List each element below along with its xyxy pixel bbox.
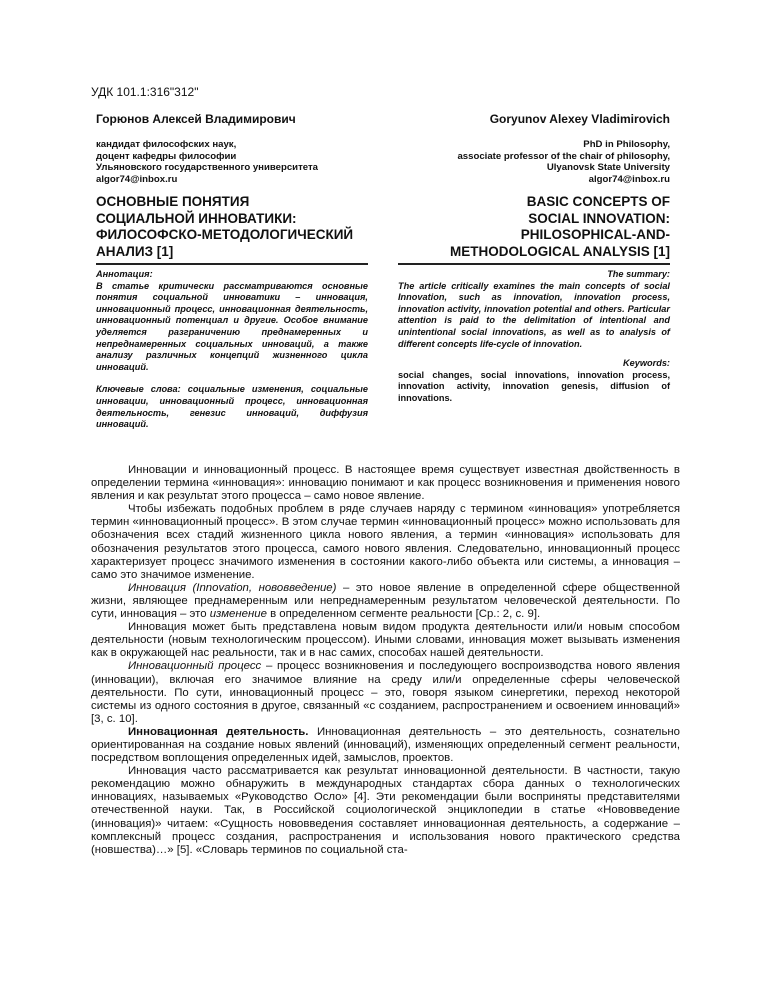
divider-en [398, 263, 670, 265]
affiliation-line: кандидат философских наук, [96, 139, 237, 150]
emphasis: изменение [209, 608, 267, 621]
title-line: СОЦИАЛЬНОЙ ИННОВАТИКИ: [96, 210, 297, 226]
author-email: algor74@inbox.ru [96, 173, 178, 185]
article-title-ru [96, 194, 368, 260]
abstract-ru [96, 269, 368, 431]
keywords-text: social changes, social innovations, innovation process, innovation activity, innovation genesis, diffusion of innovations. [398, 369, 670, 403]
abstract-en [398, 269, 670, 405]
abstract-label: Аннотация: [96, 269, 153, 279]
divider-ru [96, 263, 368, 265]
title-line: BASIC CONCEPTS OF [526, 194, 670, 209]
term-definition: Инновационный процесс [128, 660, 262, 673]
title-line: АНАЛИЗ [1] [96, 243, 174, 259]
affiliation-ru [96, 139, 368, 185]
title-line: PHILOSOPHICAL-AND- [520, 227, 670, 242]
title-line: ОСНОВНЫЕ ПОНЯТИЯ [96, 194, 250, 209]
affiliation-line: Ulyanovsk State University [546, 162, 670, 174]
abstract-label: The summary: [607, 269, 670, 279]
article-body [91, 464, 680, 857]
author-name-ru: Горюнов Алексей Владимирович [96, 112, 296, 126]
title-line: SOCIAL INNOVATION: [528, 210, 670, 226]
paragraph: Чтобы избежать подобных проблем в ряде случаев наряду с термином «инновация» употребляется термин «инновационный процесс». В этом случае термин «инновационный процесс» можно использовать для обозначения всех стадий жизненного цикла нового явления, а термин «инновация» использовать для обозначения результатов этого процесса, самого нового явления. Следовательно, инновационный процесс характеризует процесс значимого изменения в состоянии какого-либо объекта или системы, а инновация – само это значимое изменение. [91, 503, 680, 581]
affiliation-line: доцент кафедры философии [96, 150, 237, 162]
paragraph: Инновация часто рассматривается как результат инновационной деятельности. В частности, такую рекомендацию можно обнаружить в международных стандартах сбора данных о технологических инновациях, называемых «Руководство Осло» [4]. Эти рекомендации были восприняты представителями отечественной науки. Так, в Российской социологической энциклопедии в статье «Нововведение (инновация)» читаем: «Сущность нововведения составляет инновационная деятельность, а содержание – комплексный процесс создания, распространения и использования нового практического средства (новшества)…» [5]. «Словарь терминов по социальной ста- [91, 765, 680, 856]
author-email: algor74@inbox.ru [588, 173, 670, 185]
affiliation-line: Ульяновского государственного университета [96, 162, 319, 174]
title-line: METHODOLOGICAL ANALYSIS [1] [449, 243, 670, 259]
keywords-label: Ключевые слова: [96, 384, 181, 395]
affiliation-line: PhD in Philosophy, [583, 139, 670, 150]
author-name-en: Goryunov Alexey Vladimirovich [489, 112, 670, 126]
paragraph-text: Инновационная деятельность – это деятельность, сознательно ориентированная на создание новых явлений (инноваций), изменяющих определенный сегмент реальности, посредством воплощения определенных идей, замыслов, проектов. [91, 725, 681, 765]
paragraph [91, 726, 680, 765]
paragraph-text: в определенном сегменте реальности [Ср.: 2, с. 9]. [266, 608, 541, 621]
paragraph-text: – процесс возникновения и последующего воспроизводства нового явления (инновации), включая его значимое влияние на среду или/и определенные сферы человеческой деятельности. По сути, инновационный процесс – это, говоря языком синергетики, переход некоторой системы из одного состояния в другое, связанный «с созданием, распространением и освоением инноваций» [3, с. 10]. [91, 660, 680, 725]
paragraph: Инновации и инновационный процесс. В настоящее время существует известная двойственность в определении термина «инновация»: инновацию понимают и как процесс возникновения и применения нового явления и как результат этого процесса – само новое явление. [91, 464, 680, 503]
term-definition: Инновация (Innovation, нововведение) [128, 581, 337, 594]
paragraph [91, 582, 680, 621]
abstract-text: The article critically examines the main concepts of social Innovation, such as innovation, innovation process, innovation activity, innovation potential and others. Particular attention is paid to the delimitation of intentional and unintentional social innovations, as well as to analysis of different concepts life-cycle of innovation. [398, 280, 670, 349]
abstract-text: В статье критически рассматриваются основные понятия социальной инноватики – инновация, инновационный процесс, инновационная деятельность, инновационный потенциал и другие. Особое внимание уделяется разграничению преднамеренных и непреднамеренных социальных инноваций, а также анализу различных концепций жизненного цикла инноваций. [96, 280, 368, 372]
term-definition: Инновационная деятельность. [128, 725, 309, 738]
paragraph-text: – это новое явление в определенной сфере общественной жизни, являющее преднамеренным или непреднамеренным результатом человеческой деятельности. По сути, инновация – это [91, 581, 680, 621]
article-title-en [398, 194, 670, 260]
affiliation-en [398, 139, 670, 185]
paragraph: Инновация может быть представлена новым видом продукта деятельности или/и новым способом деятельности (новым технологическим процессом). Иными словами, инновация может вызывать изменения как в окружающей нас реальности, так и в нас самих, способах нашей деятельности. [91, 621, 680, 660]
title-line: ФИЛОСОФСКО-МЕТОДОЛОГИЧЕСКИЙ [96, 227, 354, 242]
keywords-label: Keywords: [623, 358, 670, 369]
keywords-text: социальные изменения, социальные инновации, инновационный процесс, инновационная деятельность, генезис инноваций, диффузия инноваций. [96, 384, 368, 430]
affiliation-line: associate professor of the chair of philosophy, [457, 150, 670, 162]
paragraph [91, 660, 680, 725]
udc-code: УДК 101.1:316"312" [91, 85, 199, 99]
